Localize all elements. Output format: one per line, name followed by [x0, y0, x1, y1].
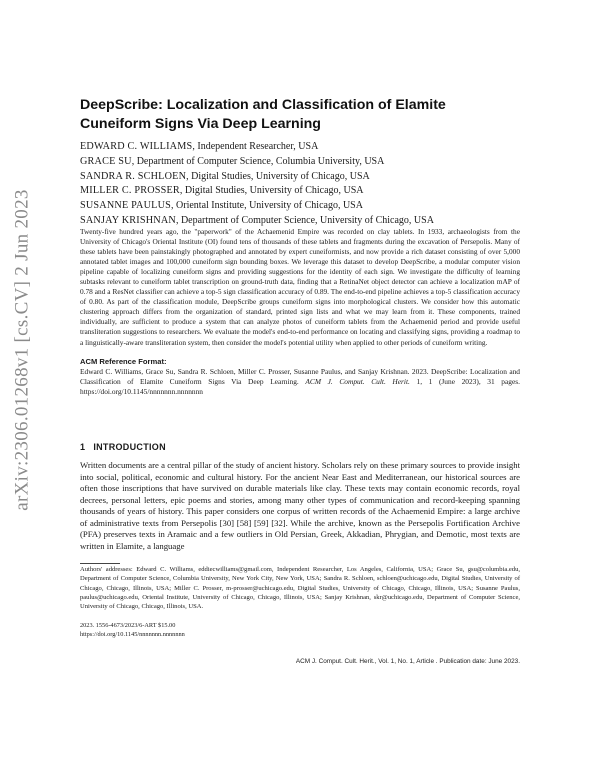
section-number: 1 — [80, 442, 86, 452]
author-name: GRACE SU — [80, 155, 132, 167]
acm-reference-journal: ACM J. Comput. Cult. Herit. — [305, 377, 410, 387]
author-entry — [80, 170, 520, 185]
acm-reference-heading: ACM Reference Format: — [80, 357, 167, 366]
acm-reference-citation: Edward C. Williams, Grace Su, Sandra R. Schloen, Miller C. Prosser, Susanne Paulus, and Sanjay Krishnan. 2023. DeepScribe: Localization and Classification of Elamite Cuneiform Signs Via Deep Learning. — [80, 367, 520, 387]
copyright-block — [80, 622, 520, 640]
running-footer: ACM J. Comput. Cult. Herit., Vol. 1, No. 1, Article . Publication date: June 2023. — [295, 658, 520, 665]
introduction-paragraph: Written documents are a central pillar of the study of ancient history. Scholars rely on these primary sources to provide insight into social, political, economic and cultural history. For the ancient Near East and Mediterranean, our historical sources are often those inscriptions that have survived on durable materials like clay. These texts may contain economic records, royal decrees, personal letters, epic poems and stories, among many other types of communication and record-keeping spanning thousands of years of history. This paper considers one corpus of written records of the Achaemenid Empire: a large archive of administrative texts from Persepolis [30] [58] [59] [32]. While the archive, known as the Persepolis Fortification Archive (PFA) preserves texts in Aramaic and a few outliers in Old Persian, Greek, Akkadian, Phrygian, and Demotic, most texts are written in Elamite, a language — [80, 460, 520, 551]
author-affiliation: , Independent Researcher, USA — [192, 141, 319, 152]
arxiv-identifier-text: arXiv:2306.01268v1 [cs.CV] 2 Jun 2023 — [12, 189, 34, 511]
author-addresses-footnote: Authors' addresses: Edward C. Williams, eddiecwilliams@gmail.com, Independent Researcher, Los Angeles, California, USA; Grace Su, gsu@columbia.edu, Department of Computer Science, Columbia University, New York City, New York, USA; Sandra R. Schloen, schloen@uchicago.edu, Digital Studies, University of Chicago, Chicago, Illinois, USA; Miller C. Prosser, m-prosser@uchicago.edu, Digital Studies, University of Chicago, Chicago, Illinois, USA; Susanne Paulus, paulus@uchicago.edu, Oriental Institute, University of Chicago, Chicago, Illinois, USA; Sanjay Krishnan, skr@uchicago.edu, Department of Computer Science, University of Chicago, Chicago, Illinois, USA. — [80, 566, 520, 610]
acm-reference-text — [80, 367, 520, 398]
author-entry — [80, 155, 520, 170]
author-list — [80, 140, 520, 229]
author-name: EDWARD C. WILLIAMS — [80, 141, 193, 152]
abstract: Twenty-five hundred years ago, the "paperwork" of the Achaemenid Empire was recorded on clay tablets. In 1933, archaeologists from the University of Chicago's Oriental Institute (OI) found tens of thousands of these tablets and fragments during the excavation of Persepolis. Many of these tablets have been painstakingly photographed and annotated by expert cuneiformists, and now provide a rich dataset consisting of over 5,000 annotated tablet images and 100,000 cuneiform sign bounding boxes. We leverage this dataset to develop DeepScribe, a modular computer vision pipeline capable of localizing cuneiform signs and providing suggestions for the identity of each sign. We investigate the difficulty of learning subtasks relevant to cuneiform tablet transcription on ground-truth data, finding that a RetinaNet object detector can achieve a localization mAP of 0.78 and a ResNet classifier can achieve a top-5 sign classification accuracy of 0.89. The end-to-end pipeline achieves a top-5 classification accuracy of 0.80. As part of the classification module, DeepScribe groups cuneiform signs into morphological clusters. We consider how this automatic clustering approach differs from the organization of standard, printed sign lists and what we may learn from it. These components, trained individually, are sufficient to produce a system that can analyze photos of cuneiform tablets from the Achaemenid period and provide useful transliteration suggestions to researchers. We evaluate the model's end-to-end performance on locating and classifying signs, providing a roadmap to a linguistically-aware transliteration system, then consider the model's potential utility when applied to other periods of cuneiform writing. — [80, 227, 520, 347]
copyright-line: 2023. 1556-4673/2023/6-ART $15.00 — [80, 622, 176, 629]
arxiv-identifier-stamp — [8, 140, 38, 560]
author-affiliation: , Oriental Institute, University of Chicago, USA — [171, 200, 363, 212]
author-affiliation: , Department of Computer Science, University of Chicago, USA — [175, 214, 434, 226]
section-title: INTRODUCTION — [93, 442, 166, 452]
acm-reference-format — [80, 357, 520, 398]
author-name: MILLER C. PROSSER — [80, 185, 180, 197]
author-entry — [80, 140, 520, 155]
section-heading-introduction — [80, 442, 520, 452]
author-name: SUSANNE PAULUS — [80, 200, 172, 212]
author-entry — [80, 184, 520, 199]
doi-line: https://doi.org/10.1145/nnnnnnn.nnnnnnn — [80, 630, 185, 638]
author-affiliation: , Digital Studies, University of Chicago, USA — [179, 185, 364, 197]
author-affiliation: , Digital Studies, University of Chicago, USA — [186, 170, 370, 182]
paper-title: DeepScribe: Localization and Classification of Elamite Cuneiform Signs Via Deep Learning — [80, 97, 446, 132]
footnote-divider — [80, 563, 120, 564]
author-entry — [80, 199, 520, 214]
author-affiliation: , Department of Computer Science, Columbia University, USA — [131, 155, 385, 167]
acm-reference-details: 1, 1 (June 2023), 31 pages. https://doi.org/10.1145/nnnnnnn.nnnnnnn — [80, 377, 520, 397]
author-name: SANJAY KRISHNAN — [80, 214, 176, 226]
author-name: SANDRA R. SCHLOEN — [80, 170, 187, 182]
